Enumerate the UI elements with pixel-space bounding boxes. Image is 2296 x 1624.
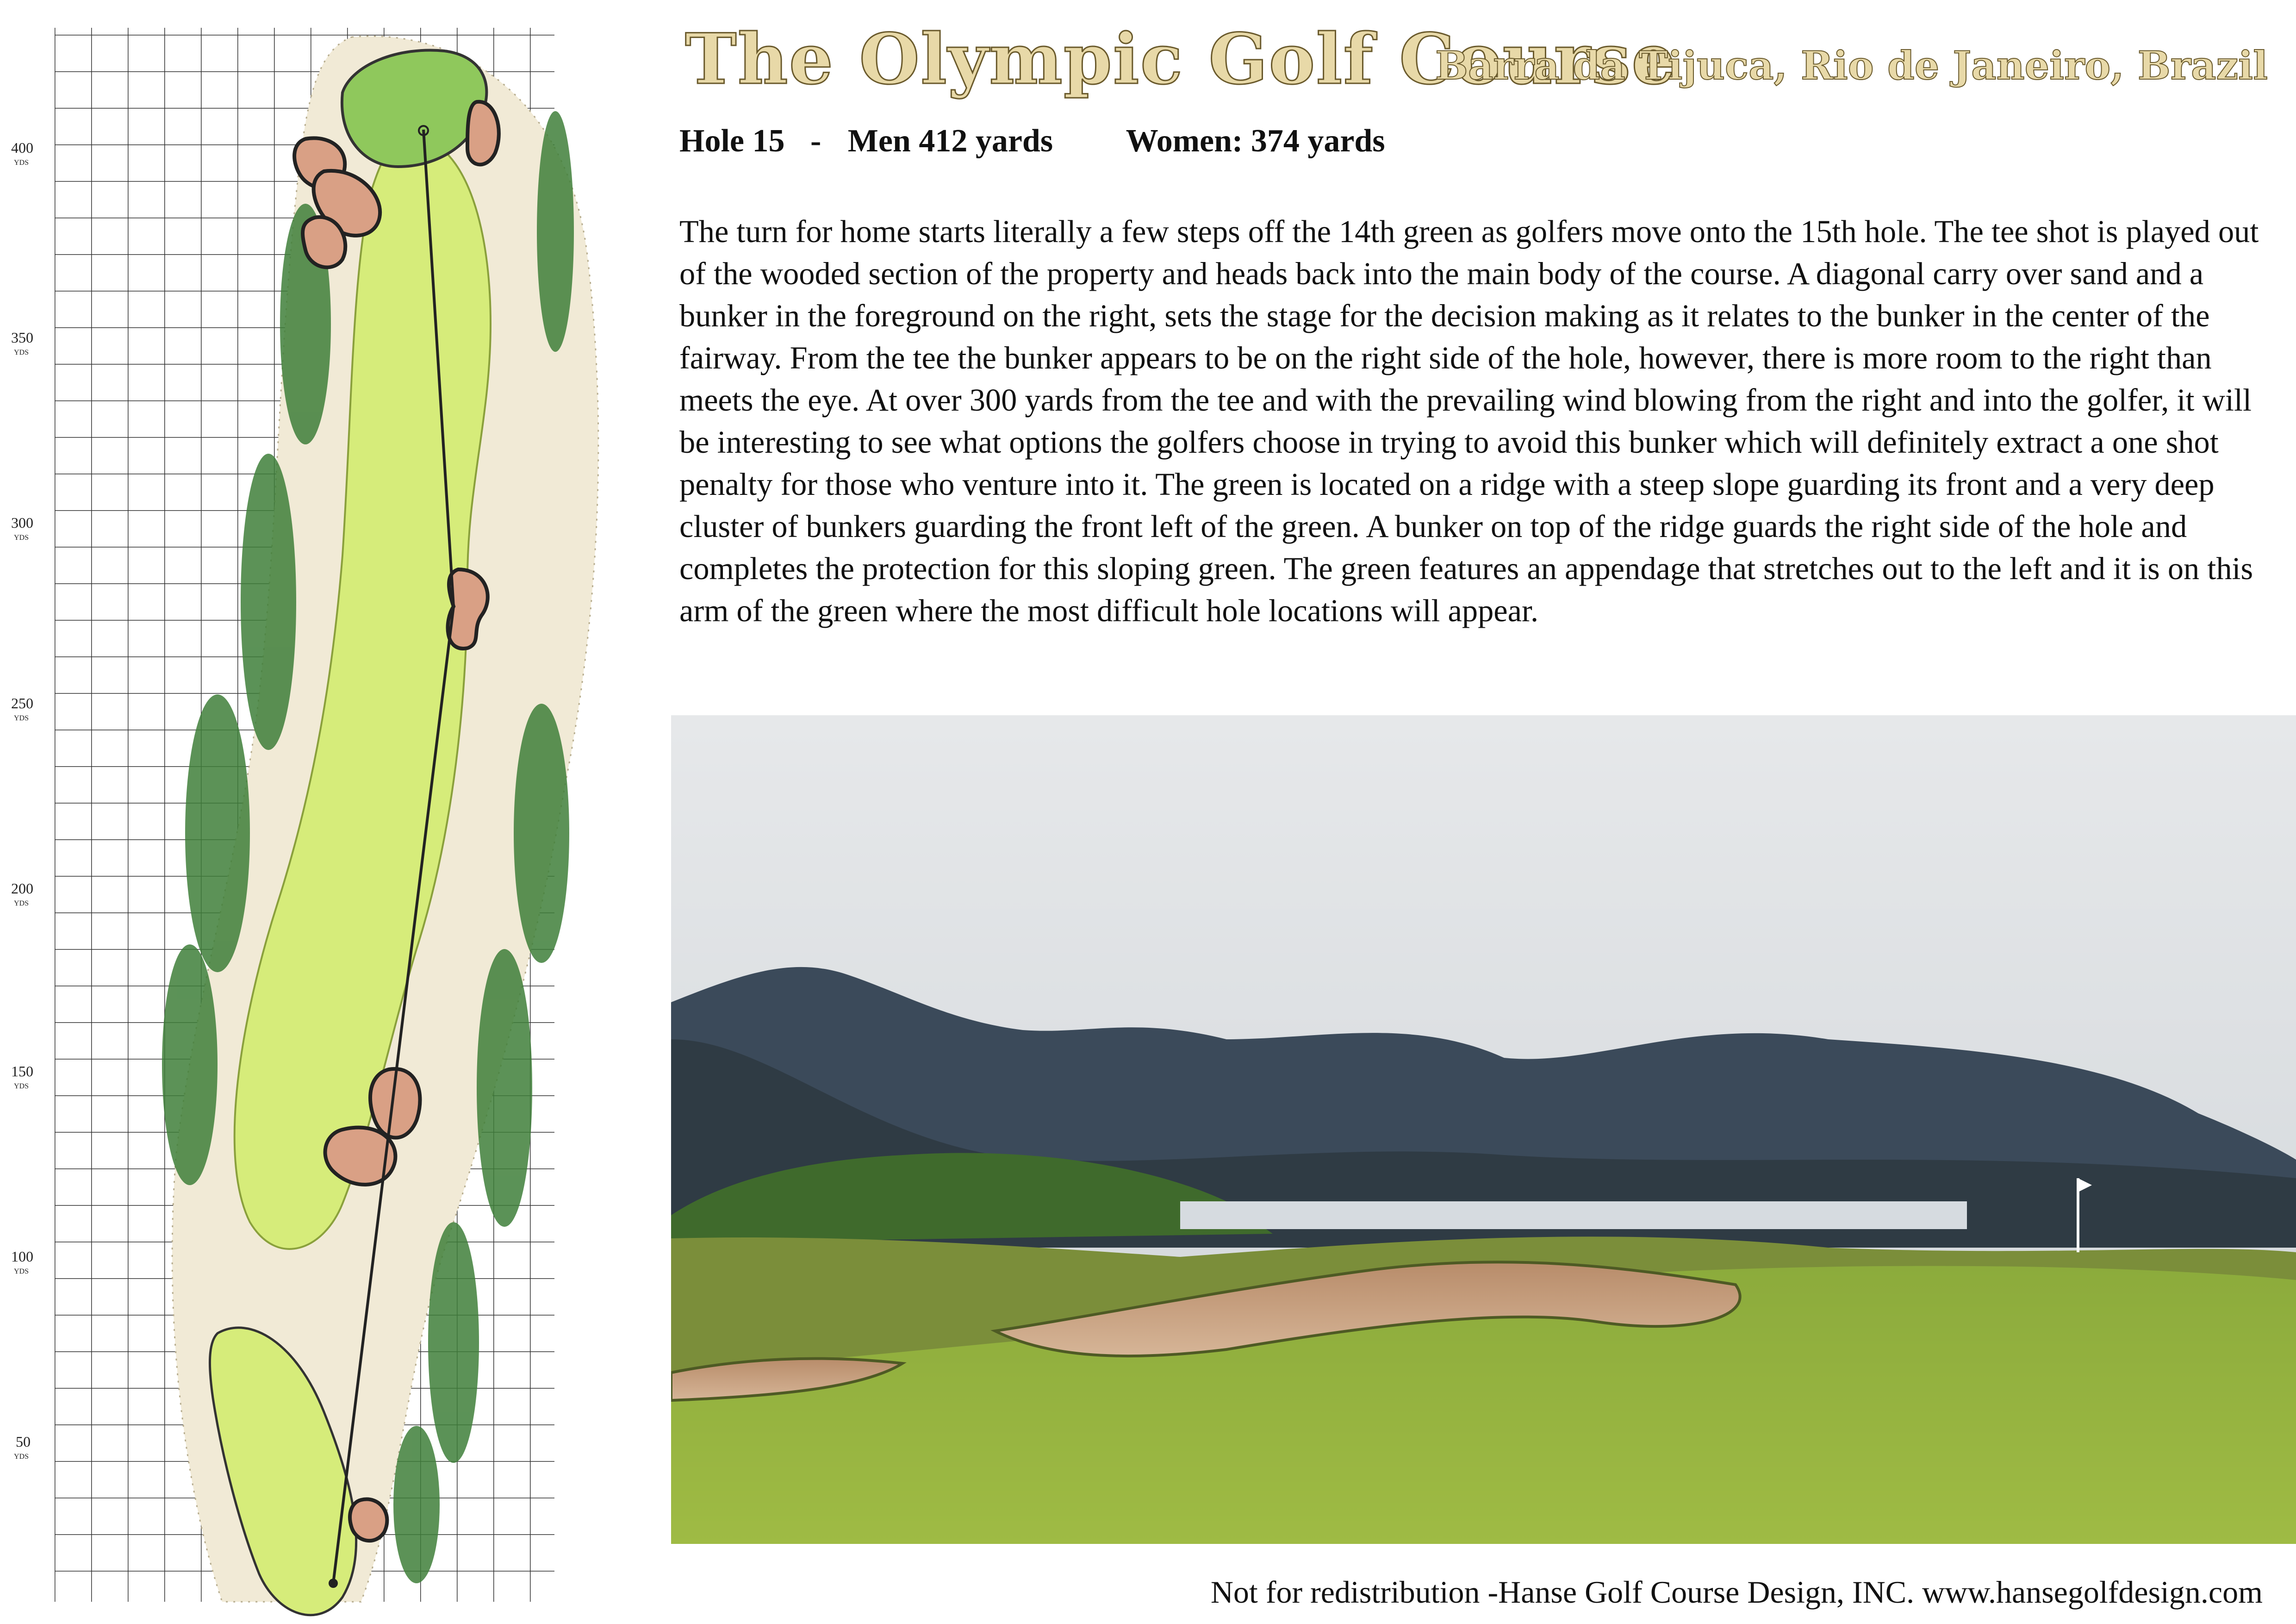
header	[685, 19, 2268, 111]
yardage-250-unit: YDS	[14, 714, 29, 722]
yardage-350-unit: YDS	[14, 349, 29, 356]
yardage-100: 100	[11, 1248, 33, 1265]
yardage-250: 250	[11, 695, 33, 712]
footer-credit: Not for redistribution -Hanse Golf Course Design, INC. www.hansegolfdesign.com	[1210, 1574, 2263, 1610]
yardage-300: 300	[11, 514, 33, 531]
course-title: The Olympic Golf Course	[685, 19, 1677, 100]
hole-number: Hole 15	[679, 123, 785, 159]
yardage-150: 150	[11, 1063, 33, 1080]
yardage-200-unit: YDS	[14, 899, 29, 907]
distant-buildings	[1180, 1201, 1967, 1229]
men-yardage: Men 412 yards	[847, 123, 1053, 159]
hole-description: The turn for home starts literally a few steps off the 14th green as golfers move onto the 15th hole. The tee shot is played out of the wooded section of the property and heads back into the main body of the course. A diagonal carry over sand and a bunker in the foreground on the right, sets the stage for the decision making as it relates to the bunker in the center of the fairway. From the tee the bunker appears to be on the right side of the hole, however, there is more room to the right than meets the eye. At over 300 yards from the tee and with the prevailing wind blowing from the right and into the golfer, it will be interesting to see what options the golfers choose in trying to avoid this bunker which will definitely extract a one shot penalty for those who venture into it. The green is located on a ridge with a steep slope guarding its front and a very deep cluster of bunkers guarding the front left of the green. A bunker on top of the ridge guards the right side of the hole and completes the protection for this sloping green. The green features an appendage that stretches out to the left and it is on this arm of the green where the most difficult hole locations will appear.	[679, 214, 2259, 628]
yardage-200: 200	[11, 880, 33, 897]
women-yardage: Women: 374 yards	[1126, 123, 1385, 159]
hole-plan-map	[0, 0, 685, 1624]
tee-marker	[329, 1579, 338, 1588]
hole-photo	[671, 715, 2296, 1544]
course-location: Barra da Tijuca, Rio de Janeiro, Brazil	[1435, 43, 2268, 88]
yardage-50-unit: YDS	[14, 1453, 29, 1461]
yardage-300-unit: YDS	[14, 534, 29, 542]
yardage-markers	[11, 139, 33, 1461]
hole-info	[679, 123, 1385, 160]
yardage-400-unit: YDS	[14, 159, 29, 167]
yardage-50: 50	[16, 1433, 31, 1450]
yardage-150-unit: YDS	[14, 1082, 29, 1090]
yardage-100-unit: YDS	[14, 1268, 29, 1275]
yardage-400: 400	[11, 139, 33, 156]
hole-separator: -	[810, 123, 821, 159]
yardage-350: 350	[11, 329, 33, 346]
